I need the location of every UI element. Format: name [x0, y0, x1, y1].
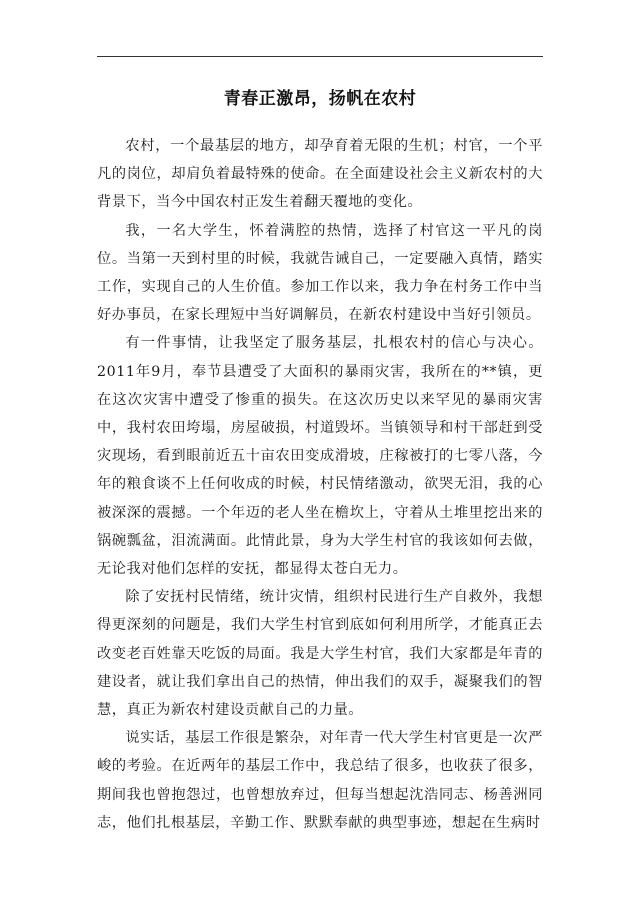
paragraph-3: 有一件事情，让我坚定了服务基层，扎根农村的信心与决心。2011年9月，奉节县遭受了大面积的暴雨灾害，我所在的**镇，更在这次灾害中遭受了惨重的损失。在这次历史以来罕见的暴雨灾害中，我村农田垮塌，房屋破损，村道毁坏。当镇领导和村干部赶到受灾现场，看到眼前近五十亩农田变成滑坡，庄稼被打的七零八落，今年的粮食谈不上任何收成的时候，村民情绪激动，欲哭无泪，我的心被深深的震撼。一个年迈的老人坐在檐坎上，守着从土堆里挖出来的锅碗瓢盆，泪流满面。此情此景，身为大学生村官的我该如何去做，无论我对他们怎样的安抚，都显得太苍白无力。 — [97, 335, 543, 578]
paragraph-5: 说实话，基层工作很是繁杂，对年青一代大学生村官更是一次严峻的考验。在近两年的基层工作中，我总结了很多，也收获了很多，期间我也曾抱怨过，也曾想放弃过，但每当想起沈浩同志、杨善洲同志，他们扎根基层，辛勤工作、默默奉献的典型事迹，想起在生病时 — [97, 730, 543, 831]
paragraph-4: 除了安抚村民情绪，统计灾情，组织村民进行生产自救外，我想得更深刻的问题是，我们大学生村官到底如何利用所学，才能真正去改变老百姓靠天吃饭的局面。我是大学生村官，我们大家都是年青的建设者，就让我们拿出自己的热情，伸出我们的双手，凝聚我们的智慧，真正为新农村建设贡献自己的力量。 — [97, 589, 543, 719]
paragraph-2: 我，一名大学生，怀着满腔的热情，选择了村官这一平凡的岗位。当第一天到村里的时候，我就告诫自己，一定要融入真情，踏实工作，实现自己的人生价值。参加工作以来，我力争在村务工作中当好办事员，在家长理短中当好调解员，在新农村建设中当好引领员。 — [97, 222, 543, 324]
paragraph-1: 农村，一个最基层的地方，却孕育着无限的生机；村官，一个平凡的岗位，却肩负着最特殊的使命。在全面建设社会主义新农村的大背景下，当今中国农村正发生着翻天覆地的变化。 — [97, 138, 543, 211]
header-rule — [97, 56, 543, 57]
document-title: 青春正激昂，扬帆在农村 — [223, 89, 417, 109]
document-body — [97, 132, 543, 837]
